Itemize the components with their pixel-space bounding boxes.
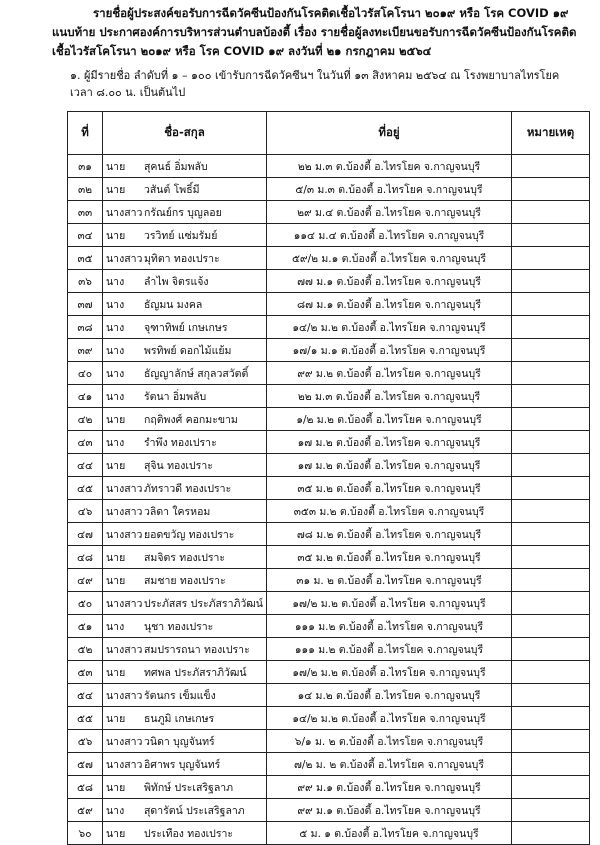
row-note [512,523,590,546]
row-note [512,707,590,730]
row-number: ๓๘ [68,316,103,339]
table-row [68,753,590,776]
row-fullname: ประภัสสร ประภัสราภิวัฒน์ [144,597,263,610]
row-number: ๕๗ [68,753,103,776]
row-fullname: กรัณย์กร บุญลอย [144,206,222,219]
row-address: ๑๑๔ ม.๔ ต.บ้องตี้ อ.ไทรโยค จ.กาญจนบุรี [267,224,512,247]
row-fullname: รำพึง ทองเปราะ [144,436,217,449]
table-row [68,707,590,730]
row-note [512,316,590,339]
row-name-cell [103,684,267,707]
row-number: ๕๓ [68,661,103,684]
row-fullname: นุชา ทองเปราะ [144,620,214,633]
header-line-3: เชื้อไวรัสโคโรนา ๒๐๑๙ หรือ โรค COVID ๑๙ ลงวันที่ ๒๑ กรกฎาคม ๒๕๖๔ [52,44,432,58]
row-title: นางสาว [106,252,143,265]
row-address: ๕/๓ ม.๓ ต.บ้องตี้ อ.ไทรโยค จ.กาญจนบุรี [267,178,512,201]
row-name-cell [103,339,267,362]
row-title: นางสาว [106,206,143,219]
row-title: นาย [106,413,126,426]
row-name-cell [103,178,267,201]
row-note [512,661,590,684]
col-header-no: ที่ [68,112,103,155]
row-name-cell [103,316,267,339]
table-row [68,155,590,178]
row-fullname: กฤติพงศ์ คอกมะขาม [144,413,238,426]
row-name-cell [103,224,267,247]
row-fullname: สมจิตร ทองเปราะ [144,551,226,564]
row-name-cell [103,408,267,431]
row-note [512,753,590,776]
row-fullname: วสันต์ โพธิ์มี [144,183,200,196]
row-address: ๑/๒ ม.๒ ต.บ้องตี้ อ.ไทรโยค จ.กาญจนบุรี [267,408,512,431]
row-name-cell [103,385,267,408]
row-number: ๓๑ [68,155,103,178]
row-number: ๔๗ [68,523,103,546]
row-fullname: สมชาย ทองเปราะ [144,574,226,587]
row-address: ๒๒ ม.๓ ต.บ้องตี้ อ.ไทรโยค จ.กาญจนบุรี [267,385,512,408]
row-note [512,408,590,431]
row-title: นาง [106,436,125,449]
row-address: ๑๗ ม.๒ ต.บ้องตี้ อ.ไทรโยค จ.กาญจนบุรี [267,431,512,454]
row-address: ๑๑๑ ม.๒ ต.บ้องตี้ อ.ไทรโยค จ.กาญจนบุรี [267,638,512,661]
row-address: ๑๗/๒ ม.๒ ต.บ้องตี้ อ.ไทรโยค จ.กาญจนบุรี [267,592,512,615]
row-name-cell [103,523,267,546]
table-row [68,454,590,477]
row-address: ๖/๑ ม. ๒ ต.บ้องตี้ อ.ไทรโยค จ.กาญจนบุรี [267,730,512,753]
row-address: ๗/๒ ม. ๒ ต.บ้องตี้ อ.ไทรโยค จ.กาญจนบุรี [267,753,512,776]
row-note [512,293,590,316]
row-note [512,500,590,523]
row-fullname: ยอดขวัญ ทองเปราะ [144,528,235,541]
table-row [68,339,590,362]
row-number: ๓๔ [68,224,103,247]
row-title: นางสาว [106,689,143,702]
row-note [512,592,590,615]
row-title: นาง [106,390,125,403]
row-title: นาย [106,574,126,587]
row-title: นางสาว [106,597,143,610]
row-name-cell [103,293,267,316]
row-address: ๙๙ ม.๒ ต.บ้องตี้ อ.ไทรโยค จ.กาญจนบุรี [267,362,512,385]
table-row [68,500,590,523]
row-address: ๑๗/๒ ม.๒ ต.บ้องตี้ อ.ไทรโยค จ.กาญจนบุรี [267,661,512,684]
row-fullname: ธัญมน มงคล [144,298,203,311]
row-title: นาย [106,551,126,564]
row-fullname: วนิดา บุญจันทร์ [144,735,215,748]
row-address: ๙๙ ม.๑ ต.บ้องตี้ อ.ไทรโยค จ.กาญจนบุรี [267,799,512,822]
row-name-cell [103,362,267,385]
row-note [512,684,590,707]
row-address: ๑๔/๒ ม.๒ ต.บ้องตี้ อ.ไทรโยค จ.กาญจนบุรี [267,707,512,730]
row-title: นาง [106,620,125,633]
row-title: นาย [106,781,126,794]
row-name-cell [103,500,267,523]
table-row [68,477,590,500]
row-address: ๑๗ ม.๒ ต.บ้องตี้ อ.ไทรโยค จ.กาญจนบุรี [267,454,512,477]
row-number: ๔๓ [68,431,103,454]
row-fullname: วรวิทย์ แซ่มรัมย์ [144,229,218,242]
table-row [68,224,590,247]
row-number: ๕๐ [68,592,103,615]
row-title: นาย [106,666,126,679]
row-address: ๙๙ ม.๑ ต.บ้องตี้ อ.ไทรโยค จ.กาญจนบุรี [267,776,512,799]
row-title: นางสาว [106,758,143,771]
row-address: ๕ ม. ๑ ต.บ้องตี้ อ.ไทรโยค จ.กาญจนบุรี [267,822,512,845]
table-row [68,638,590,661]
row-address: ๓๕ ม.๒ ต.บ้องตี้ อ.ไทรโยค จ.กาญจนบุรี [267,477,512,500]
row-note [512,270,590,293]
row-number: ๓๗ [68,293,103,316]
row-title: นาง [106,321,125,334]
row-note [512,638,590,661]
row-address: ๒๒ ม.๓ ต.บ้องตี้ อ.ไทรโยค จ.กาญจนบุรี [267,155,512,178]
row-number: ๓๓ [68,201,103,224]
table-row [68,316,590,339]
row-number: ๓๒ [68,178,103,201]
row-number: ๖๐ [68,822,103,845]
row-title: นาง [106,298,125,311]
row-fullname: พิทักษ์ ประเสริฐลาภ [144,781,234,794]
row-title: นาย [106,160,126,173]
header-line-2: แนบท้าย ประกาศองค์การบริหารส่วนตำบลบ้องตี้ เรื่อง รายชื่อผู้ลงทะเบียนขอรับการฉีดวัคซีนป้องกันโรคติด [52,25,577,39]
row-number: ๓๖ [68,270,103,293]
row-number: ๔๙ [68,569,103,592]
table-row [68,615,590,638]
row-title: นางสาว [106,643,143,656]
row-number: ๔๕ [68,477,103,500]
table-row [68,431,590,454]
row-fullname: ภัทราวดี ทองเปราะ [144,482,232,495]
row-number: ๓๙ [68,339,103,362]
row-fullname: ทศพล ประภัสราภิวัฒน์ [144,666,247,679]
row-fullname: รัตนกร เข็มแข็ง [144,689,216,702]
row-fullname: ประเทือง ทองเปราะ [144,827,234,840]
table-row [68,247,590,270]
table-row [68,546,590,569]
table-row [68,569,590,592]
row-note [512,224,590,247]
row-number: ๔๖ [68,500,103,523]
row-name-cell [103,546,267,569]
table-header-row [68,112,590,155]
row-note [512,477,590,500]
row-name-cell [103,776,267,799]
row-name-cell [103,661,267,684]
row-note [512,362,590,385]
row-address: ๕๙/๒ ม.๑ ต.บ้องตี้ อ.ไทรโยค จ.กาญจนบุรี [267,247,512,270]
row-note [512,454,590,477]
row-name-cell [103,569,267,592]
row-fullname: ธนภูมิ เกษเกษร [144,712,215,725]
row-fullname: สุดารัตน์ ประเสริฐลาภ [144,804,245,817]
row-title: นาง [106,804,125,817]
table-row [68,776,590,799]
table-row [68,730,590,753]
row-number: ๕๘ [68,776,103,799]
row-fullname: ลำไพ จิตรแจ้ง [144,275,209,288]
row-name-cell [103,592,267,615]
row-fullname: สุจิน ทองเปราะ [144,459,213,472]
row-note [512,776,590,799]
col-header-address: ที่อยู่ [267,112,512,155]
row-name-cell [103,247,267,270]
row-address: ๑๔/๒ ม.๒ ต.บ้องตี้ อ.ไทรโยค จ.กาญจนบุรี [267,316,512,339]
row-name-cell [103,201,267,224]
row-title: นาง [106,367,125,380]
row-name-cell [103,707,267,730]
table-body [68,155,590,845]
row-address: ๑๔ ม.๒ ต.บ้องตี้ อ.ไทรโยค จ.กาญจนบุรี [267,684,512,707]
col-header-name: ชื่อ-สกุล [103,112,267,155]
row-title: นาง [106,344,125,357]
row-number: ๕๖ [68,730,103,753]
table-row [68,385,590,408]
table-row [68,592,590,615]
row-address: ๓๕๓ ม.๒ ต.บ้องตี้ อ.ไทรโยค จ.กาญจนบุรี [267,500,512,523]
row-note [512,546,590,569]
row-name-cell [103,638,267,661]
row-number: ๔๔ [68,454,103,477]
registrant-table [67,111,590,845]
intro-line-2: เวลา ๘.๐๐ น. เป็นต้นไป [70,86,186,99]
row-note [512,247,590,270]
row-number: ๔๑ [68,385,103,408]
row-address: ๘๗ ม.๑ ต.บ้องตี้ อ.ไทรโยค จ.กาญจนบุรี [267,293,512,316]
table-row [68,293,590,316]
table-row [68,270,590,293]
row-note [512,201,590,224]
row-fullname: อิศาพร บุญจันทร์ [144,758,221,771]
row-number: ๓๕ [68,247,103,270]
row-name-cell [103,155,267,178]
row-title: นางสาว [106,735,143,748]
row-title: นาย [106,459,126,472]
row-address: ๗๗ ม.๑ ต.บ้องตี้ อ.ไทรโยค จ.กาญจนบุรี [267,270,512,293]
row-title: นางสาว [106,528,143,541]
row-title: นาง [106,275,125,288]
table-row [68,178,590,201]
row-number: ๕๙ [68,799,103,822]
col-header-note: หมายเหตุ [512,112,590,155]
row-note [512,339,590,362]
row-number: ๔๘ [68,546,103,569]
table-row [68,523,590,546]
row-fullname: สมปรารถนา ทองเปราะ [144,643,250,656]
row-fullname: สุคนธ์ อิ่มพลับ [144,160,208,173]
row-note [512,799,590,822]
row-title: นางสาว [106,505,143,518]
row-address: ๗๘ ม.๒ ต.บ้องตี้ อ.ไทรโยค จ.กาญจนบุรี [267,523,512,546]
row-note [512,431,590,454]
row-title: นาย [106,712,126,725]
row-title: นาย [106,229,126,242]
intro-line-1: ๑. ผู้มีรายชื่อ ลำดับที่ ๑ – ๑๐๐ เข้ารับการฉีดวัคซีนฯ ในวันที่ ๑๓ สิงหาคม ๒๕๖๔ ณ โรงพยาบาลไทรโยค [70,69,560,82]
header-line-1: รายชื่อผู้ประสงค์ขอรับการฉีดวัคซีนป้องกันโรคติดเชื้อไวรัสโคโรนา ๒๐๑๙ หรือ โรค COVID ๑๙ [93,6,569,20]
row-title: นางสาว [106,482,143,495]
row-number: ๔๒ [68,408,103,431]
table-row [68,684,590,707]
table-row [68,362,590,385]
row-note [512,615,590,638]
row-number: ๕๒ [68,638,103,661]
row-address: ๑๑๑ ม.๒ ต.บ้องตี้ อ.ไทรโยค จ.กาญจนบุรี [267,615,512,638]
row-address: ๑๗/๑ ม.๑ ต.บ้องตี้ อ.ไทรโยค จ.กาญจนบุรี [267,339,512,362]
row-fullname: วลิดา ใครหอม [144,505,211,518]
row-note [512,155,590,178]
table-row [68,408,590,431]
row-fullname: พรทิพย์ ดอกไม้แย้ม [144,344,232,357]
row-number: ๕๕ [68,707,103,730]
row-name-cell [103,753,267,776]
row-address: ๓๕ ม.๒ ต.บ้องตี้ อ.ไทรโยค จ.กาญจนบุรี [267,546,512,569]
row-note [512,178,590,201]
row-name-cell [103,270,267,293]
table-row [68,201,590,224]
row-name-cell [103,730,267,753]
row-note [512,385,590,408]
row-address: ๓๑ ม. ๒ ต.บ้องตี้ อ.ไทรโยค จ.กาญจนบุรี [267,569,512,592]
table-row [68,799,590,822]
row-name-cell [103,615,267,638]
row-note [512,569,590,592]
row-fullname: ธัญญาลักษ์ สกุลวสวัตติ์ [144,367,249,380]
row-address: ๒๙ ม.๔ ต.บ้องตี้ อ.ไทรโยค จ.กาญจนบุรี [267,201,512,224]
row-name-cell [103,799,267,822]
row-fullname: มุทิตา ทองเปราะ [144,252,220,265]
row-note [512,730,590,753]
row-title: นาย [106,183,126,196]
row-fullname: จุฑาทิพย์ เกษเกษร [144,321,228,334]
row-number: ๔๐ [68,362,103,385]
row-number: ๕๔ [68,684,103,707]
row-name-cell [103,454,267,477]
row-number: ๕๑ [68,615,103,638]
table-row [68,661,590,684]
row-fullname: รัตนา อิ่มพลับ [144,390,207,403]
row-title: นาย [106,827,126,840]
row-name-cell [103,431,267,454]
row-name-cell [103,477,267,500]
